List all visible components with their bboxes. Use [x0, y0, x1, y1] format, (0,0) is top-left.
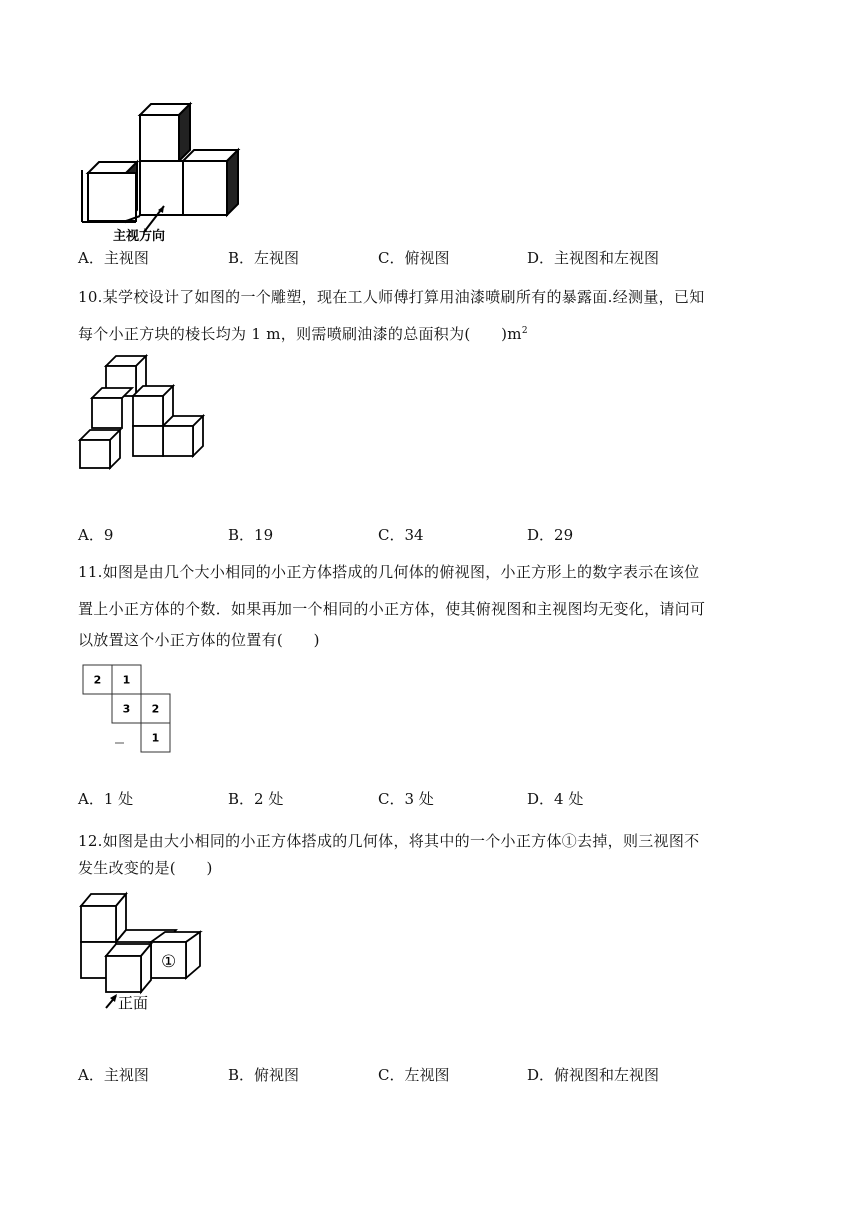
- q10-text-line2-body: 每个小正方块的棱长均为 1 m，则需喷刷油漆的总面积为( )m: [78, 325, 522, 343]
- q12-option-b: B．俯视图: [228, 1066, 300, 1084]
- q10-option-c: C．34: [378, 526, 424, 544]
- q11-text-line2: 置上小正方体的个数．如果再加一个相同的小正方体，使其俯视图和主视图均无变化，请问可: [78, 600, 706, 618]
- q11-text-line3: 以放置这个小正方体的位置有( ): [78, 631, 320, 649]
- q9-option-b: B．左视图: [228, 249, 300, 267]
- q12-option-a: A．主视图: [78, 1066, 149, 1084]
- q10-sculpture-figure: [78, 354, 208, 474]
- q9-option-a: A．主视图: [78, 249, 149, 267]
- q10-text-line2: [78, 323, 528, 344]
- q9-option-d: D．主视图和左视图: [527, 249, 660, 267]
- q12-cube-figure: [78, 892, 208, 1017]
- q11-text-line1: 11.如图是由几个大小相同的小正方体搭成的几何体的俯视图，小正方形上的数字表示在该位: [78, 563, 700, 581]
- q11-option-c: C．3 处: [378, 790, 434, 808]
- q12-text-line2: 发生改变的是( ): [78, 859, 213, 877]
- q11-option-b: B．2 处: [228, 790, 284, 808]
- grid-cell-count: 3: [122, 702, 131, 716]
- q10-unit-sup: 2: [521, 326, 528, 336]
- q10-option-d: D．29: [527, 526, 574, 544]
- q12-option-d: D．俯视图和左视图: [527, 1066, 660, 1084]
- grid-cell-count: 2: [151, 702, 160, 716]
- q10-text-line1: 10.某学校设计了如图的一个雕塑，现在工人师傅打算用油漆喷刷所有的暴露面.经测量，已知: [78, 288, 705, 306]
- q12-option-c: C．左视图: [378, 1066, 450, 1084]
- q11-top-view-grid: [82, 664, 182, 754]
- q12-cube-mark: ①: [161, 952, 177, 972]
- q9-cube-figure: [78, 100, 248, 250]
- q10-option-b: B．19: [228, 526, 274, 544]
- grid-cell-count: 1: [122, 673, 131, 687]
- grid-cell-count: 1: [151, 731, 160, 745]
- q11-option-d: D．4 处: [527, 790, 584, 808]
- q9-direction-label: 主视方向: [113, 229, 166, 244]
- q11-option-a: A．1 处: [78, 790, 134, 808]
- q9-option-c: C．俯视图: [378, 249, 450, 267]
- q10-option-a: A．9: [78, 526, 114, 544]
- grid-cell-count: 2: [93, 673, 102, 687]
- q12-front-label: 正面: [118, 994, 149, 1012]
- q12-text-line1: 12.如图是由大小相同的小正方体搭成的几何体，将其中的一个小正方体①去掉，则三视图不: [78, 832, 700, 850]
